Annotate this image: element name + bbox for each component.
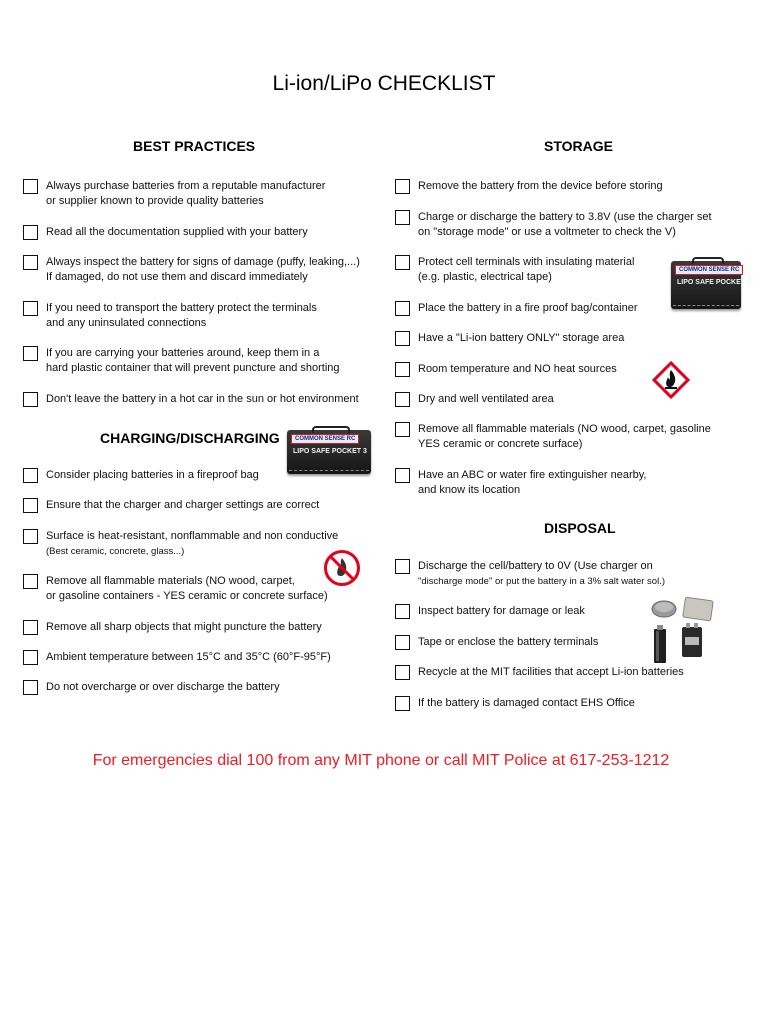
storage-heading: STORAGE — [544, 138, 613, 154]
item-line: Inspect battery for damage or leak — [418, 605, 585, 617]
checkbox[interactable] — [395, 665, 410, 680]
bag-logo: COMMON SENSE RC — [291, 434, 359, 444]
item-line: Room temperature and NO heat sources — [418, 363, 617, 375]
checkbox[interactable] — [395, 604, 410, 619]
emergency-notice: For emergencies dial 100 from any MIT phone or call MIT Police at 617-253-1212 — [92, 752, 670, 769]
best-practices-heading: BEST PRACTICES — [133, 138, 256, 154]
item-line: Do not overcharge or over discharge the battery — [46, 681, 280, 693]
item-line: Remove all sharp objects that might puncture the battery — [46, 621, 322, 633]
item-line: or gasoline containers - YES ceramic or concrete surface) — [46, 590, 328, 602]
bag-label: LIPO SAFE POCKET 3 — [293, 448, 367, 455]
checkbox[interactable] — [395, 696, 410, 711]
checkbox[interactable] — [23, 346, 38, 361]
item-line: Discharge the cell/battery to 0V (Use charger on — [418, 560, 653, 572]
checkbox[interactable] — [395, 392, 410, 407]
bag-handle — [312, 426, 350, 433]
charging-heading: CHARGING/DISCHARGING — [100, 430, 280, 446]
checkbox[interactable] — [23, 225, 38, 240]
checkbox[interactable] — [395, 255, 410, 270]
checkbox[interactable] — [23, 179, 38, 194]
item-line: If the battery is damaged contact EHS Office — [418, 697, 635, 709]
checkbox[interactable] — [395, 468, 410, 483]
item-line: Tape or enclose the battery terminals — [418, 636, 599, 648]
item-line: (e.g. plastic, electrical tape) — [418, 271, 552, 283]
item-line: YES ceramic or concrete surface) — [418, 438, 583, 450]
checkbox[interactable] — [395, 635, 410, 650]
flammable-hazard-icon — [651, 360, 691, 400]
item-line: Recycle at the MIT facilities that accept Li-ion batteries — [418, 666, 684, 678]
item-line: Place the battery in a fire proof bag/container — [418, 302, 638, 314]
checkbox[interactable] — [395, 301, 410, 316]
bag-handle — [692, 257, 724, 264]
checkbox[interactable] — [395, 362, 410, 377]
bag-stitch — [673, 305, 739, 306]
checkbox[interactable] — [395, 559, 410, 574]
checkbox[interactable] — [23, 392, 38, 407]
battery-types-image — [648, 597, 716, 665]
item-line: Always inspect the battery for signs of damage (puffy, leaking,...) — [46, 256, 360, 268]
item-line: and any uninsulated connections — [46, 317, 207, 329]
item-line: or supplier known to provide quality batteries — [46, 195, 264, 207]
item-line: "discharge mode" or put the battery in a 3% salt water sol.) — [418, 576, 666, 587]
item-line: If you need to transport the battery protect the terminals — [46, 302, 317, 314]
checkbox[interactable] — [23, 680, 38, 695]
item-line: Remove all flammable materials (NO wood, carpet, — [46, 575, 295, 587]
checkbox[interactable] — [23, 255, 38, 270]
item-line: Charge or discharge the battery to 3.8V (use the charger set — [418, 211, 712, 223]
item-line: Have a "Li-ion battery ONLY" storage area — [418, 332, 625, 344]
item-line: and know its location — [418, 484, 521, 496]
item-line: Always purchase batteries from a reputable manufacturer — [46, 180, 326, 192]
item-line: Ambient temperature between 15°C and 35°C (60°F-95°F) — [46, 651, 331, 663]
item-line: If damaged, do not use them and discard immediately — [46, 271, 308, 283]
item-line: Read all the documentation supplied with your battery — [46, 226, 308, 238]
checkbox[interactable] — [23, 468, 38, 483]
checkbox[interactable] — [395, 422, 410, 437]
item-line: (Best ceramic, concrete, glass...) — [46, 546, 185, 557]
item-line: hard plastic container that will prevent puncture and shorting — [46, 362, 340, 374]
checkbox[interactable] — [395, 331, 410, 346]
checkbox[interactable] — [395, 210, 410, 225]
item-line: If you are carrying your batteries around, keep them in a — [46, 347, 320, 359]
item-line: Don't leave the battery in a hot car in the sun or hot environment — [46, 393, 359, 405]
item-line: on "storage mode" or use a voltmeter to check the V) — [418, 226, 676, 238]
no-flammable-icon — [323, 549, 361, 587]
checkbox[interactable] — [23, 529, 38, 544]
checkbox[interactable] — [23, 301, 38, 316]
checkbox[interactable] — [23, 620, 38, 635]
fireproof-bag-image — [287, 430, 371, 474]
item-line: Dry and well ventilated area — [418, 393, 554, 405]
checkbox[interactable] — [23, 574, 38, 589]
item-line: Have an ABC or water fire extinguisher nearby, — [418, 469, 647, 481]
bag-stitch — [289, 470, 369, 471]
page-title: Li-ion/LiPo CHECKLIST — [272, 72, 496, 95]
item-line: Remove all flammable materials (NO wood, carpet, gasoline — [418, 423, 711, 435]
item-line: Remove the battery from the device before storing — [418, 180, 663, 192]
checkbox[interactable] — [23, 650, 38, 665]
item-line: Consider placing batteries in a fireproof bag — [46, 469, 259, 481]
checkbox[interactable] — [395, 179, 410, 194]
item-line: Surface is heat-resistant, nonflammable and non conductive — [46, 530, 339, 542]
fireproof-bag-image — [671, 261, 751, 309]
bag-label: LIPO SAFE POCKET 3 — [677, 279, 751, 286]
item-line: Ensure that the charger and charger settings are correct — [46, 499, 320, 511]
bag-logo: COMMON SENSE RC — [675, 265, 743, 275]
item-line: Protect cell terminals with insulating material — [418, 256, 635, 268]
checkbox[interactable] — [23, 498, 38, 513]
disposal-heading: DISPOSAL — [544, 520, 616, 536]
